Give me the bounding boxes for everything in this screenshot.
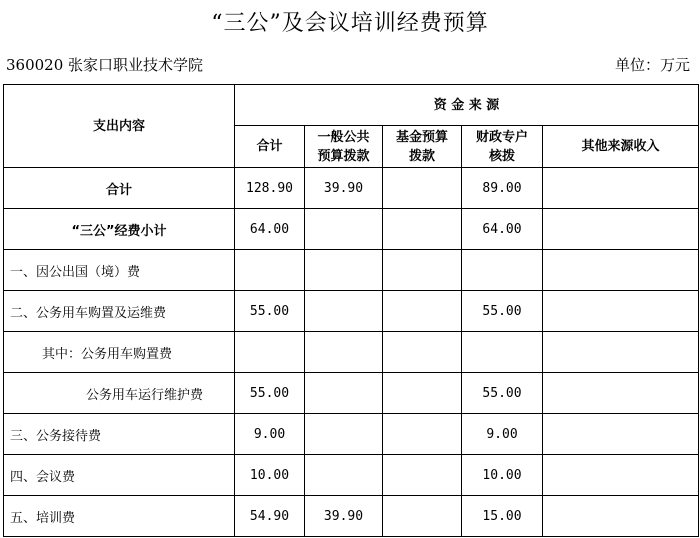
row-label: 一、因公出国（境）费 <box>4 250 235 291</box>
row-value <box>383 373 462 414</box>
row-value <box>543 332 699 373</box>
table-row <box>4 209 699 250</box>
row-value <box>383 455 462 496</box>
header-funding-source: 资 金 来 源 <box>235 85 699 126</box>
header-total <box>235 126 305 168</box>
row-value <box>305 373 383 414</box>
table-row <box>4 168 699 209</box>
row-value <box>383 496 462 537</box>
header-fund-budget-line2: 拨款 <box>408 148 435 164</box>
table-row <box>4 496 699 537</box>
row-value: 64.00 <box>235 209 305 250</box>
row-value <box>383 209 462 250</box>
table-row <box>4 291 699 332</box>
header-fund-budget <box>383 126 462 168</box>
header-fund-budget-line1: 基金预算 <box>395 129 448 145</box>
row-value: 64.00 <box>462 209 543 250</box>
row-value <box>305 291 383 332</box>
row-value <box>462 332 543 373</box>
row-value <box>543 168 699 209</box>
row-value <box>543 291 699 332</box>
row-value <box>305 209 383 250</box>
row-label: 二、公务用车购置及运维费 <box>4 291 235 332</box>
row-value <box>305 332 383 373</box>
row-label: 其中：公务用车购置费 <box>4 332 235 373</box>
row-value <box>462 250 543 291</box>
row-value <box>235 250 305 291</box>
row-value: 55.00 <box>235 373 305 414</box>
row-label: 三、公务接待费 <box>4 414 235 455</box>
row-value <box>383 332 462 373</box>
header-other-income <box>543 126 699 168</box>
table-row <box>4 250 699 291</box>
row-value <box>305 250 383 291</box>
row-value: 10.00 <box>235 455 305 496</box>
row-value: 10.00 <box>462 455 543 496</box>
table-row <box>4 373 699 414</box>
row-value <box>543 496 699 537</box>
row-value: 54.90 <box>235 496 305 537</box>
row-value <box>543 209 699 250</box>
row-value: 128.90 <box>235 168 305 209</box>
row-value <box>305 414 383 455</box>
table-row <box>4 332 699 373</box>
row-value: 55.00 <box>235 291 305 332</box>
header-general-budget <box>305 126 383 168</box>
row-value <box>383 168 462 209</box>
row-value: 9.00 <box>235 414 305 455</box>
table-row <box>4 414 699 455</box>
row-value: 55.00 <box>462 291 543 332</box>
row-value <box>543 455 699 496</box>
row-value <box>383 414 462 455</box>
header-general-budget-line2: 预算拨款 <box>317 148 370 164</box>
row-value: 89.00 <box>462 168 543 209</box>
table-row <box>4 455 699 496</box>
row-label: “三公”经费小计 <box>4 209 235 250</box>
header-item: 支出内容 <box>4 85 235 168</box>
row-value: 9.00 <box>462 414 543 455</box>
row-value: 55.00 <box>462 373 543 414</box>
row-value: 39.90 <box>305 168 383 209</box>
row-label: 四、会议费 <box>4 455 235 496</box>
row-value <box>543 373 699 414</box>
row-value: 15.00 <box>462 496 543 537</box>
header-general-budget-line1: 一般公共 <box>317 129 370 145</box>
page-title: “三公”及会议培训经费预算 <box>211 11 489 36</box>
row-value <box>383 250 462 291</box>
budget-table <box>3 84 699 537</box>
row-label: 五、培训费 <box>4 496 235 537</box>
header-special-account-line2: 核拨 <box>488 148 515 164</box>
row-value <box>305 455 383 496</box>
header-other-income-label: 其他来源收入 <box>581 139 660 154</box>
row-value: 39.90 <box>305 496 383 537</box>
header-special-account <box>462 126 543 168</box>
row-label: 公务用车运行维护费 <box>4 373 235 414</box>
header-total-label: 合计 <box>256 139 283 154</box>
organization-label: 360020 张家口职业技术学院 <box>6 56 204 74</box>
row-value <box>543 414 699 455</box>
unit-label: 单位：万元 <box>614 56 690 74</box>
row-value <box>235 332 305 373</box>
row-value <box>383 291 462 332</box>
row-value <box>543 250 699 291</box>
header-special-account-line1: 财政专户 <box>475 129 528 145</box>
table-header-row <box>4 85 699 126</box>
row-label: 合计 <box>4 168 235 209</box>
table-body <box>4 168 699 537</box>
